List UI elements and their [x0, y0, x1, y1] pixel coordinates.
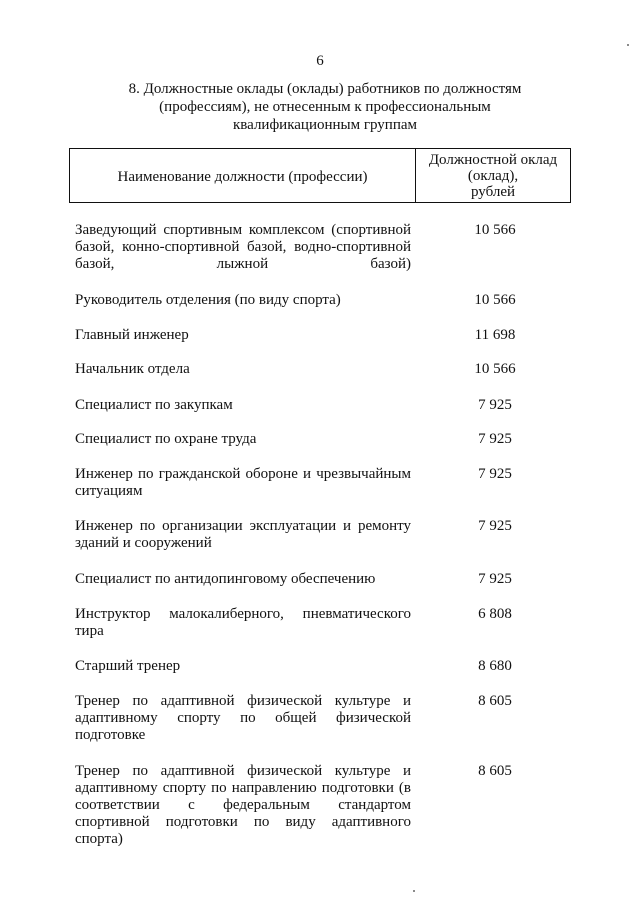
position-name: Заведующий спортивным комплексом (спортивной базой, конно-спортивной базой, водно-спортивной базой, лыжной базой): [75, 222, 411, 272]
position-name: Специалист по антидопинговому обеспечению: [75, 571, 376, 587]
heading-line: квалификационным группам: [232, 117, 418, 133]
salary-value: 8 605: [478, 763, 512, 779]
page-number: 6: [316, 53, 324, 69]
salary-value: 8 605: [478, 693, 512, 709]
salary-value: 10 566: [474, 292, 516, 308]
scan-speck: [627, 44, 629, 46]
table-header: [69, 148, 571, 203]
salary-value: 7 925: [478, 518, 512, 534]
position-name: Старший тренер: [75, 658, 181, 674]
column-header-salary-line: Должностной оклад: [428, 152, 558, 168]
position-name: Тренер по адаптивной физической культуре и адаптивному спорту по общей физической подготовке: [75, 693, 411, 743]
salary-value: 7 925: [478, 397, 512, 413]
column-header-position: Наименование должности (профессии): [117, 169, 368, 185]
salary-value: 6 808: [478, 606, 512, 622]
salary-value: 10 566: [474, 361, 516, 377]
position-name: Специалист по закупкам: [75, 397, 233, 413]
position-name: Тренер по адаптивной физической культуре и адаптивному спорту по направлению подготовки (в соответствии с федеральным стандартом спортивной подготовки по виду адаптивного спорта): [75, 763, 411, 847]
heading-line: (профессиям), не отнесенным к профессиональным: [159, 99, 491, 115]
salary-value: 10 566: [474, 222, 516, 238]
position-name: Руководитель отделения (по виду спорта): [75, 292, 341, 308]
position-name: Специалист по охране труда: [75, 431, 257, 447]
column-header-salary: [416, 152, 570, 200]
column-header-salary-line: (оклад),: [467, 168, 519, 184]
salary-value: 7 925: [478, 466, 512, 482]
section-heading: [90, 80, 560, 134]
position-name: Начальник отдела: [75, 361, 190, 377]
position-name: Главный инженер: [75, 327, 189, 343]
position-name: Инженер по организации эксплуатации и ремонту зданий и сооружений: [75, 518, 411, 551]
position-name: Инструктор малокалиберного, пневматического тира: [75, 606, 411, 639]
scan-speck: [413, 890, 415, 892]
position-name: Инженер по гражданской обороне и чрезвычайным ситуациям: [75, 466, 411, 499]
salary-value: 8 680: [478, 658, 512, 674]
salary-value: 11 698: [474, 327, 516, 343]
salary-value: 7 925: [478, 571, 512, 587]
heading-line: 8. Должностные оклады (оклады) работников по должностям: [128, 81, 522, 97]
column-header-salary-line: рублей: [470, 184, 516, 200]
salary-value: 7 925: [478, 431, 512, 447]
